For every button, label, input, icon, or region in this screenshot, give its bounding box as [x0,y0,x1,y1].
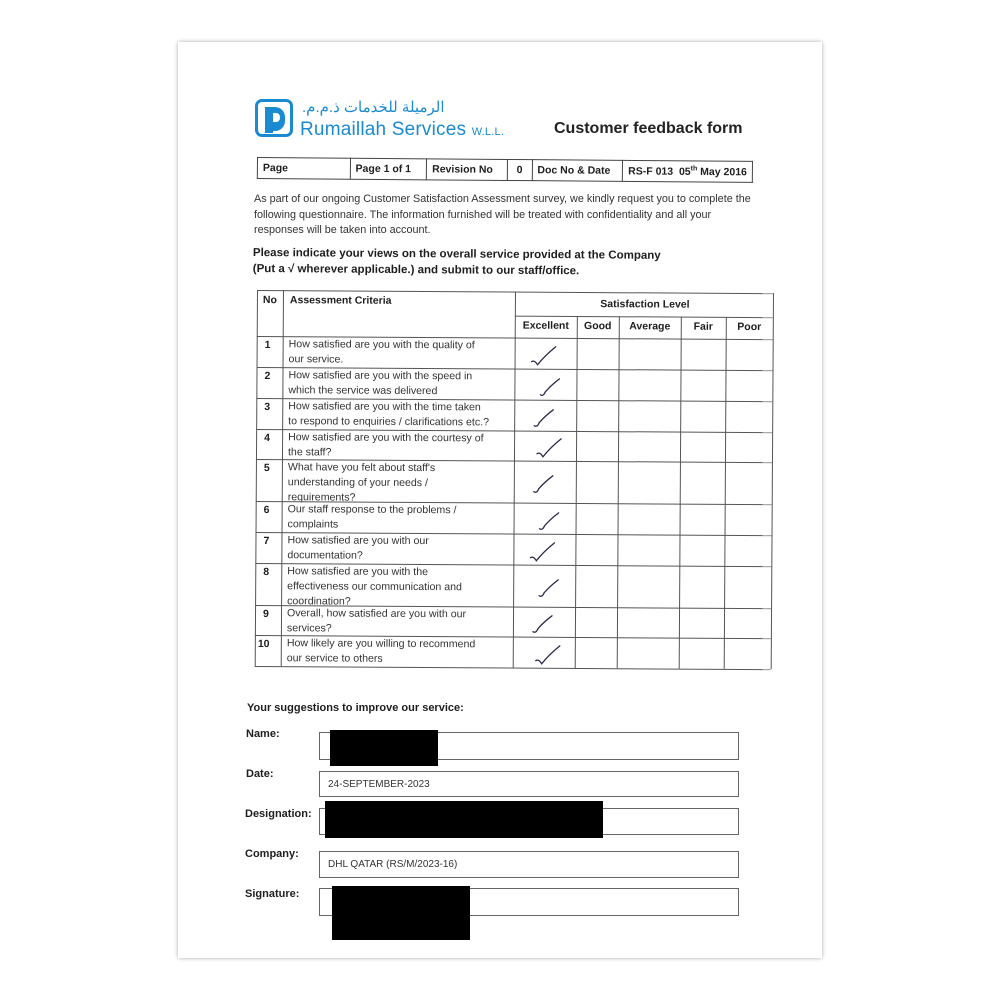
question-line: How satisfied are you with the [287,565,429,579]
logo-company-name [300,119,504,141]
revision-label: Revision No [427,159,508,181]
question-line: documentation? [287,548,363,562]
checkmark-icon[interactable] [533,576,563,602]
question-line: Our staff response to the problems / [287,503,457,517]
company-field[interactable]: DHL QATAR (RS/M/2023-16) [319,851,739,878]
checkmark-icon[interactable] [534,374,564,400]
checkmark-icon[interactable] [528,405,558,431]
question-line: which the service was delivered [288,383,438,397]
date-label: Date: [246,768,274,780]
question-line: How satisfied are you with the courtesy of [288,431,484,445]
document-info-table [257,157,753,183]
doc-date-rest: May 2016 [700,165,747,179]
row-number: 4 [264,432,270,445]
question-line: requirements? [287,490,356,504]
docno-number: RS-F 013 [628,165,674,178]
logo-name: Rumaillah Services [300,119,467,140]
assessment-question [288,368,503,399]
row-number: 6 [263,504,270,517]
question-line: How satisfied are you with the quality of [288,338,475,352]
assessment-question [288,430,503,461]
row-number: 9 [262,608,269,621]
checkmark-icon[interactable] [527,612,557,638]
assessment-question [289,337,504,368]
table-horizontal-rule [255,666,771,670]
logo-suffix: W.L.L. [471,126,505,138]
question-line: Overall, how satisfied are you with our [286,607,467,621]
form-title: Customer feedback form [554,120,743,137]
question-line: effectiveness our communication and [287,579,462,594]
name-label: Name: [246,728,280,740]
level-header-good: Good [584,319,612,333]
signature-redaction [332,886,470,940]
logo-arabic-text: الرميلة للخدمات ذ.م.م. [302,99,445,116]
doc-date-day: 05 [678,165,691,178]
row-number: 8 [263,566,270,579]
instructions [253,245,733,280]
column-header-satisfaction: Satisfaction Level [600,298,690,311]
checkmark-icon[interactable] [529,343,559,369]
company-logo-icon [255,99,293,137]
row-number: 5 [263,462,270,475]
form-page [178,42,822,958]
question-line: What have you felt about staff's [287,461,436,475]
row-number: 1 [264,339,271,352]
instructions-line-1: Please indicate your views on the overall service provided at the Company [252,246,661,262]
designation-redaction [325,801,603,838]
column-header-no: No [262,294,277,307]
assessment-question [288,399,503,430]
page-value: Page 1 of 1 [350,158,427,180]
checkmark-icon[interactable] [533,642,563,668]
table-horizontal-rule [515,316,773,319]
checkmark-icon[interactable] [528,472,558,498]
table-vertical-rule [513,292,516,668]
question-line: How satisfied are you with the speed in [288,369,473,383]
revision-value: 0 [507,159,532,180]
table-vertical-rule [255,290,258,666]
question-line: services? [286,621,332,635]
row-number: 3 [264,401,271,414]
checkmark-icon[interactable] [527,539,557,565]
docno-label: Doc No & Date [532,160,623,182]
question-line: coordination? [287,594,351,608]
company-label: Company: [245,848,299,860]
table-vertical-rule [771,293,774,669]
question-line: complaints [287,517,339,531]
level-header-fair: Fair [693,320,713,333]
question-line: How satisfied are you with the time taken [288,400,481,414]
assessment-question [287,533,502,564]
table-vertical-rule [281,290,284,666]
question-line: How likely are you willing to recommend [286,637,476,651]
column-header-criteria: Assessment Criteria [289,294,392,307]
intro-paragraph: As part of our ongoing Customer Satisfaction Assessment survey, we kindly request you to complete the following questionnaire. The information furnished will be treated with confidentiality and all your responses will be taken into account. [254,193,751,236]
page-label: Page [257,158,350,180]
doc-date-suffix: th [690,165,698,173]
question-line: our service. [288,352,344,366]
row-number: 10 [257,638,270,651]
assessment-question [287,606,502,637]
checkmark-icon[interactable] [534,508,564,534]
instructions-line-2: (Put a √ wherever applicable.) and submit to our staff/office. [252,262,580,278]
assessment-question [288,460,503,506]
level-header-poor: Poor [737,320,762,334]
question-line: our service to others [286,651,383,665]
assessment-question [287,636,502,667]
assessment-question [287,564,502,610]
date-field[interactable]: 24-SEPTEMBER-2023 [319,771,739,797]
question-line: to respond to enquiries / clarifications etc.? [288,414,490,429]
signature-label: Signature: [245,888,300,900]
level-header-excellent: Excellent [522,319,569,332]
designation-label: Designation: [245,808,312,820]
assessment-question [288,502,503,533]
row-number: 7 [263,535,270,548]
name-redaction [330,730,438,766]
question-line: How satisfied are you with our [287,534,429,548]
assessment-table [255,290,773,669]
question-line: the staff? [287,445,332,459]
checkmark-icon[interactable] [534,436,564,462]
docno-value [623,160,753,182]
question-line: understanding of your needs / [287,475,429,489]
row-number: 2 [264,370,271,383]
level-header-average: Average [629,320,671,333]
suggestions-label: Your suggestions to improve our service: [247,702,464,714]
